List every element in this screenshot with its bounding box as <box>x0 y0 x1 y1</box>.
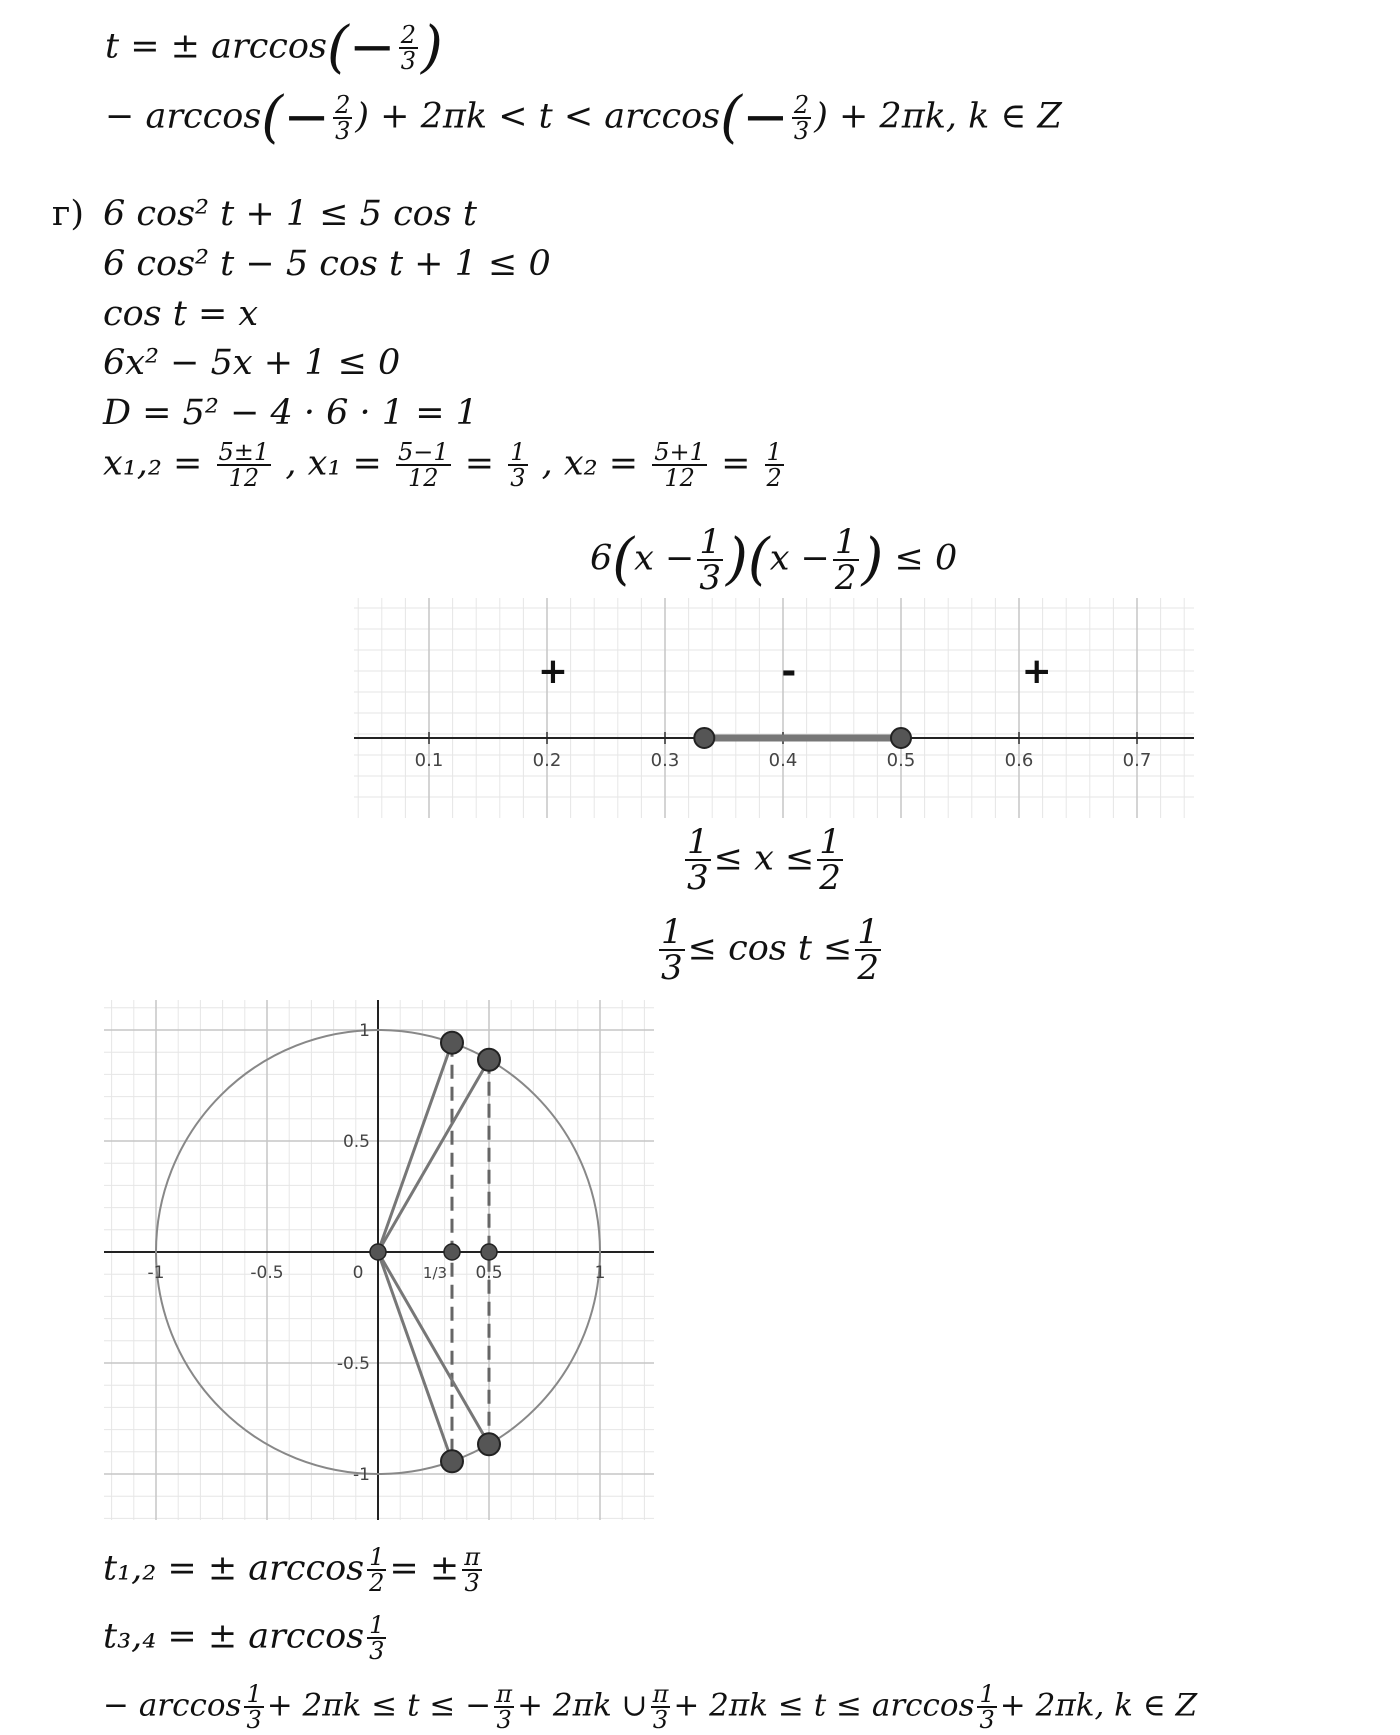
roots-f4d: 12 <box>664 464 695 492</box>
x-tick-label: 1 <box>594 1263 606 1283</box>
t34-n: 1 <box>369 1611 385 1639</box>
roots-eq2: = <box>721 443 751 484</box>
xi-d2: 2 <box>819 858 841 898</box>
final-answer <box>103 1682 1197 1732</box>
item-label: г) <box>52 194 84 234</box>
radius-line <box>378 1060 489 1252</box>
fac-frac1 <box>697 522 723 598</box>
fin-c: + 2πk ∪ <box>517 1687 648 1724</box>
sign-label: - <box>781 651 797 692</box>
x-tick-label: 0 <box>352 1263 364 1283</box>
roots-f3n: 1 <box>510 438 526 466</box>
fac-d2: 2 <box>834 558 857 598</box>
roots-f4n: 5+1 <box>654 438 705 466</box>
l2-num2: 2 <box>793 91 810 119</box>
fin-b: + 2πk ≤ t ≤ − <box>266 1687 492 1724</box>
x-tick-label: -1 <box>147 1263 165 1283</box>
roots-eq: = <box>464 443 495 484</box>
tick-label: 0.5 <box>886 750 916 771</box>
t12-n2: π <box>464 1543 480 1571</box>
fin-n1: 1 <box>246 1680 262 1708</box>
l2-a: − arccos <box>105 96 262 137</box>
interval-endpoint-left <box>694 728 714 748</box>
fin-d2: 3 <box>496 1706 512 1734</box>
y-tick-label: 1 <box>359 1021 370 1041</box>
l2-paren: (− <box>261 85 331 150</box>
interval-endpoint-right <box>891 728 911 748</box>
t12-d2: 3 <box>464 1569 480 1597</box>
roots-frac1 <box>217 440 272 490</box>
l1-text: t = ± arccos <box>105 26 327 67</box>
y-tick-label: -1 <box>353 1465 370 1485</box>
t34-line <box>103 1613 389 1663</box>
fin-n3: π <box>652 1680 669 1708</box>
fac-b: x − <box>634 538 695 579</box>
circle-point-bottom <box>441 1450 463 1472</box>
x-tick-label: -0.5 <box>250 1263 284 1283</box>
l2-paren2: (− <box>720 85 789 150</box>
t12-line <box>103 1545 485 1595</box>
sign-label: + <box>537 651 568 692</box>
fac-d1: 3 <box>699 558 721 598</box>
t12-a: t₁,₂ = ± arccos <box>103 1548 365 1589</box>
roots-frac3 <box>508 440 527 490</box>
roots-f1n: 5±1 <box>218 438 270 466</box>
roots-frac5 <box>765 440 784 490</box>
l1-frac <box>399 23 418 73</box>
tick-label: 0.3 <box>650 750 680 771</box>
l2-frac1 <box>333 93 352 143</box>
t12-n: 1 <box>369 1543 385 1571</box>
axis-point-label: 1/3 <box>422 1264 448 1282</box>
ci-d1: 3 <box>661 948 683 988</box>
fin-e: + 2πk, k ∈ Z <box>999 1687 1198 1724</box>
step-2: 6 cos² t − 5 cos t + 1 ≤ 0 <box>103 244 551 284</box>
fac-d: ≤ 0 <box>894 538 958 579</box>
ci-mid: ≤ cos t ≤ <box>687 928 853 969</box>
xi-d1: 3 <box>687 858 709 898</box>
sign-label: + <box>1021 651 1052 692</box>
circle-point-top <box>478 1049 500 1071</box>
tick-label: 0.1 <box>414 750 444 771</box>
t34-d: 3 <box>369 1637 385 1665</box>
circle-point-top <box>441 1032 463 1054</box>
l2-den1: 3 <box>335 117 351 145</box>
xi-mid: ≤ x ≤ <box>713 838 815 879</box>
tick-label: 0.7 <box>1122 750 1152 771</box>
t34-a: t₃,₄ = ± arccos <box>103 1616 365 1657</box>
y-tick-label: -0.5 <box>336 1354 370 1374</box>
fac-a: 6 <box>590 538 613 579</box>
roots-frac4 <box>652 440 707 490</box>
x-inequality <box>682 822 846 898</box>
cos-inequality <box>656 912 884 988</box>
ci-d2: 2 <box>857 948 880 988</box>
circle-point-bottom <box>478 1433 500 1455</box>
roots-f3d: 3 <box>510 464 526 492</box>
x-tick-label: 0.5 <box>475 1263 503 1283</box>
factored-line: 6(x − $\frac{1}{3}$ )(x − $\frac{1}{2}$ ) ≤ 0 <box>590 522 958 598</box>
roots-line <box>103 440 787 490</box>
l1-num: 2 <box>400 21 416 49</box>
number-line-graph <box>354 598 1194 818</box>
xi-n2: 1 <box>819 822 841 862</box>
fac-c: x − <box>769 538 830 579</box>
xi-n1: 1 <box>687 822 709 862</box>
l1-den: 3 <box>400 47 416 75</box>
tick-label: 0.6 <box>1004 750 1034 771</box>
fin-d3: 3 <box>652 1706 669 1734</box>
roots-c: , x₂ = <box>541 443 639 484</box>
step-3: cos t = x <box>103 294 259 334</box>
l2-den2: 3 <box>793 117 810 145</box>
l2-num1: 2 <box>335 91 351 119</box>
roots-f2n: 5−1 <box>397 438 449 466</box>
roots-f1d: 12 <box>228 464 260 492</box>
ci-n1: 1 <box>661 912 683 952</box>
roots-frac2 <box>396 440 451 490</box>
l2-frac2 <box>792 93 811 143</box>
step-5: D = 5² − 4 · 6 · 1 = 1 <box>103 393 478 433</box>
y-tick-label: 0.5 <box>342 1132 370 1152</box>
fin-d1: 3 <box>246 1706 262 1734</box>
fin-d: + 2πk ≤ t ≤ arccos <box>673 1687 975 1724</box>
line-1 <box>105 15 443 80</box>
fac-n1: 1 <box>699 522 721 562</box>
t12-d: 2 <box>369 1569 385 1597</box>
roots-f5n: 1 <box>766 438 782 466</box>
l1-paren: (− <box>326 15 396 80</box>
roots-f5d: 2 <box>766 464 782 492</box>
fin-n2: π <box>496 1680 513 1708</box>
fin-a: − arccos <box>103 1687 242 1724</box>
step-4: 6x² − 5x + 1 ≤ 0 <box>103 343 401 383</box>
origin-point <box>370 1244 386 1260</box>
tick-label: 0.4 <box>768 750 798 771</box>
l2-b: ) + 2πk < t < arccos <box>355 96 721 137</box>
axis-point <box>444 1244 460 1260</box>
step-1: 6 cos² t + 1 ≤ 5 cos t <box>103 194 477 234</box>
fac-n2: 1 <box>834 522 857 562</box>
unit-circle-graph <box>104 1000 654 1520</box>
tick-label: 0.2 <box>532 750 562 771</box>
line-2 <box>105 85 1062 150</box>
l1-close: ) <box>421 15 443 80</box>
axis-point <box>481 1244 497 1260</box>
fac-frac2 <box>833 522 859 598</box>
l2-c: ) + 2πk, k ∈ Z <box>814 96 1062 137</box>
roots-f2d: 12 <box>408 464 439 492</box>
fin-n4: 1 <box>979 1680 995 1708</box>
roots-b: , x₁ = <box>285 443 382 484</box>
ci-n2: 1 <box>857 912 880 952</box>
t12-b: = ± <box>389 1548 460 1589</box>
fin-d4: 3 <box>979 1706 995 1734</box>
roots-a: x₁,₂ = <box>103 443 203 484</box>
